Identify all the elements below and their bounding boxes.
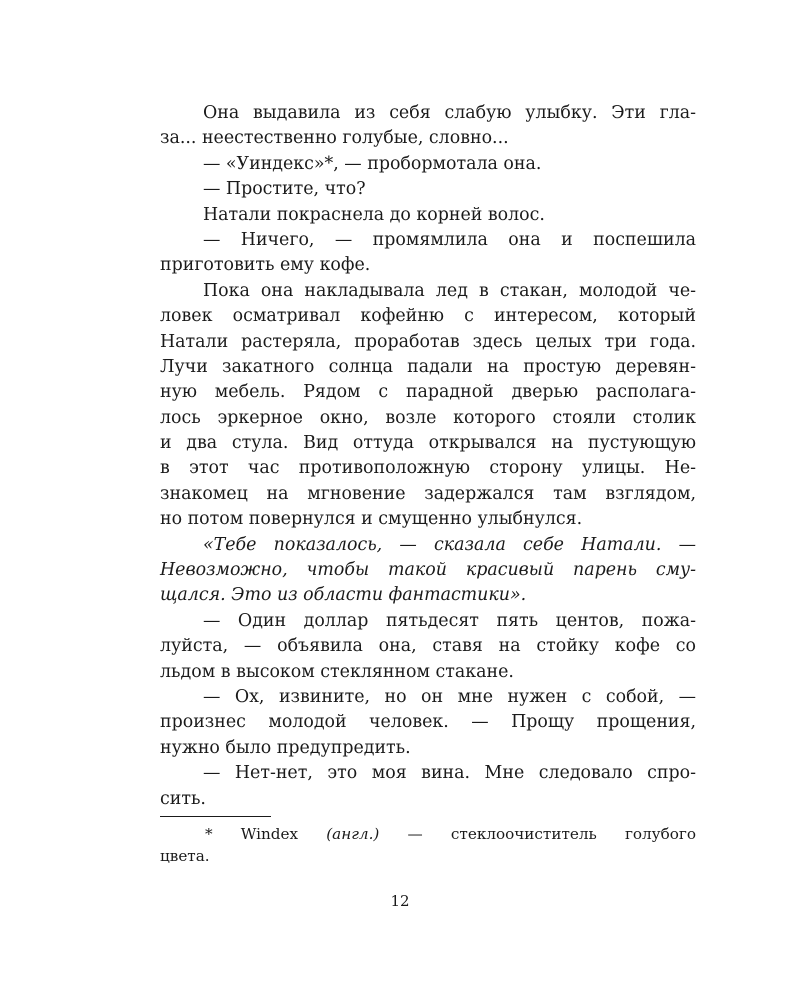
footnote-definition: — стеклоочиститель голубого [407, 825, 697, 843]
text-line: и два стула. Вид оттуда открывался на пустующую [160, 433, 696, 454]
text-line: — Нет-нет, это моя вина. Мне следовало спро- [203, 763, 696, 784]
text-line: луйста, — объявила она, ставя на стойку кофе со [160, 636, 696, 657]
text-line: но потом повернулся и смущенно улыбнулся. [160, 509, 583, 530]
footnote-line-1 [160, 823, 696, 845]
text-line: приготовить ему кофе. [160, 255, 371, 276]
footnote-line-2: цвета. [160, 847, 210, 865]
text-line: — Ничего, — промямлила она и поспешила [203, 229, 696, 250]
text-line: в этот час противоположную сторону улицы. Не- [160, 458, 696, 479]
text-line: Пока она накладывала лед в стакан, молодой че- [203, 280, 696, 301]
text-line: — Ох, извините, но он мне нужен с собой, — [203, 686, 696, 707]
text-line: Натали покраснела до корней волос. [203, 204, 545, 225]
text-line: знакомец на мгновение задержался там взглядом, [160, 483, 696, 504]
text-line: нужно было предупредить. [160, 737, 411, 758]
footnote-divider [160, 816, 271, 817]
text-line: «Тебе показалось, — сказала себе Натали. — [203, 534, 696, 555]
text-line: Она выдавила из себя слабую улыбку. Эти гла- [203, 103, 696, 123]
footnote-language: (англ.) [326, 825, 380, 843]
footnote [160, 823, 696, 867]
page-text [160, 101, 696, 812]
page-number: 12 [390, 892, 410, 910]
text-line: — Один доллар пятьдесят пять центов, пожа- [203, 610, 696, 631]
text-line: льдом в высоком стеклянном стакане. [160, 661, 514, 682]
text-line: произнес молодой человек. — Прощу прощения, [160, 712, 696, 733]
text-line: Невозможно, чтобы такой красивый парень сму- [160, 560, 696, 581]
text-line: щался. Это из области фантастики». [160, 585, 527, 606]
text-line: Лучи закатного солнца падали на простую деревян- [160, 356, 696, 377]
text-line: ную мебель. Рядом с парадной дверью располага- [160, 382, 696, 403]
text-line: ловек осматривал кофейню с интересом, который [160, 306, 696, 327]
text-line: за... неестественно голубые, словно... [160, 128, 509, 149]
text-line: Натали растеряла, проработав здесь целых три года. [160, 331, 696, 352]
text-line: лось эркерное окно, возле которого стояли столик [160, 407, 696, 428]
footnote-marker: * Windex [205, 825, 299, 843]
text-line: — «Уиндекс»*, — пробормотала она. [203, 153, 542, 174]
text-line: сить. [160, 788, 206, 809]
text-line: — Простите, что? [203, 179, 366, 200]
